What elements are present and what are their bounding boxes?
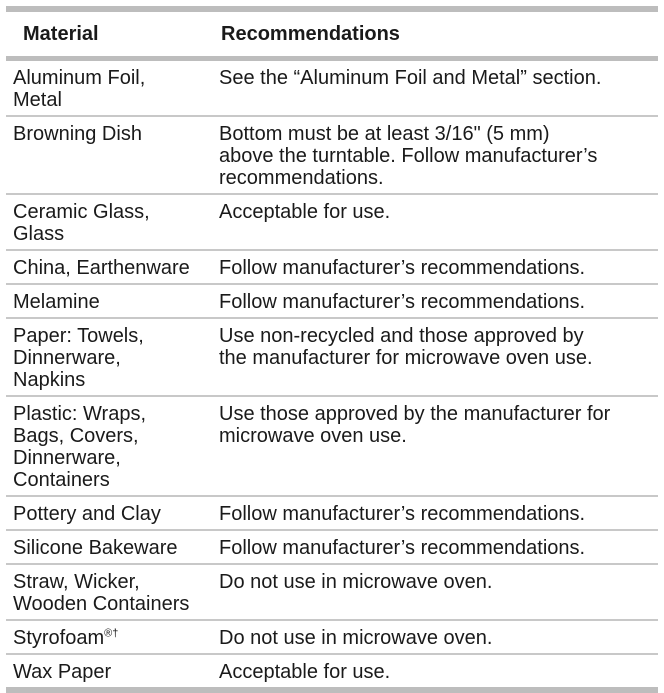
recommendation-cell: [212, 251, 658, 283]
material-line: Pottery and Clay: [13, 503, 161, 525]
material-line: Wooden Containers: [13, 593, 190, 615]
table-row: [6, 531, 658, 565]
recommendation-cell: [212, 319, 658, 395]
table-row: [6, 117, 658, 195]
material-line: Styrofoam: [13, 627, 105, 649]
table-body: [6, 61, 658, 693]
material-line: Metal: [13, 89, 62, 111]
material-cell: [6, 117, 212, 193]
material-cell: [6, 497, 212, 529]
table-row: [6, 319, 658, 397]
material-line: Silicone Bakeware: [13, 537, 178, 559]
recommendation-line: Follow manufacturer’s recommendations.: [219, 257, 586, 279]
material-cell: [6, 565, 212, 619]
recommendation-cell: [212, 621, 658, 653]
recommendation-cell: [212, 285, 658, 317]
recommendation-line: Use non-recycled and those approved by: [219, 325, 584, 347]
table-row: [6, 497, 658, 531]
material-line: Ceramic Glass,: [13, 201, 150, 223]
recommendation-cell: [212, 195, 658, 249]
recommendation-line: Acceptable for use.: [219, 661, 391, 683]
material-line: Dinnerware,: [13, 447, 121, 469]
material-cell: [6, 655, 212, 687]
material-cell: [6, 621, 212, 653]
material-line: China, Earthenware: [13, 257, 190, 279]
recommendation-cell: [212, 497, 658, 529]
recommendation-line: Follow manufacturer’s recommendations.: [219, 291, 586, 313]
table-row: [6, 565, 658, 621]
material-cell: [6, 285, 212, 317]
material-line: Containers: [13, 469, 110, 491]
material-line: Glass: [13, 223, 65, 245]
trademark-superscript: ®†: [104, 627, 119, 640]
material-line: Browning Dish: [13, 123, 142, 145]
recommendation-line: microwave oven use.: [219, 425, 407, 447]
recommendation-cell: [212, 117, 658, 193]
recommendation-cell: [212, 397, 658, 495]
material-line: Dinnerware,: [13, 347, 121, 369]
material-cell: [6, 319, 212, 395]
recommendation-line: Do not use in microwave oven.: [219, 571, 493, 593]
materials-table: [6, 6, 658, 693]
material-line: Napkins: [13, 369, 86, 391]
recommendation-line: Do not use in microwave oven.: [219, 627, 493, 649]
recommendation-line: recommendations.: [219, 167, 384, 189]
recommendation-line: Follow manufacturer’s recommendations.: [219, 503, 586, 525]
header-material: Material: [23, 22, 99, 45]
recommendation-cell: [212, 565, 658, 619]
recommendation-line: Bottom must be at least 3/16" (5 mm): [219, 123, 550, 145]
material-cell: [6, 531, 212, 563]
recommendation-line: Follow manufacturer’s recommendations.: [219, 537, 586, 559]
table-row: [6, 655, 658, 693]
material-line-with-sup: [13, 627, 212, 649]
table-row: [6, 195, 658, 251]
recommendation-cell: [212, 61, 658, 115]
recommendation-line: Use those approved by the manufacturer for: [219, 403, 611, 425]
material-line: Melamine: [13, 291, 100, 313]
material-line: Straw, Wicker,: [13, 571, 140, 593]
material-cell: [6, 251, 212, 283]
material-line: Bags, Covers,: [13, 425, 139, 447]
header-recommendations: Recommendations: [221, 22, 400, 45]
material-line: Wax Paper: [13, 661, 112, 683]
table-row: [6, 621, 658, 655]
material-cell: [6, 397, 212, 495]
recommendation-line: See the “Aluminum Foil and Metal” section.: [219, 67, 602, 89]
material-cell: [6, 195, 212, 249]
recommendation-line: Acceptable for use.: [219, 201, 391, 223]
table-row: [6, 397, 658, 497]
table-row: [6, 251, 658, 285]
recommendation-line: the manufacturer for microwave oven use.: [219, 347, 593, 369]
recommendation-cell: [212, 531, 658, 563]
recommendation-cell: [212, 655, 658, 687]
material-line: Plastic: Wraps,: [13, 403, 146, 425]
material-cell: [6, 61, 212, 115]
material-line: Aluminum Foil,: [13, 67, 146, 89]
table-row: [6, 61, 658, 117]
table-row: [6, 285, 658, 319]
recommendation-line: above the turntable. Follow manufacturer’s: [219, 145, 598, 167]
material-line: Paper: Towels,: [13, 325, 144, 347]
table-header: [6, 12, 658, 61]
